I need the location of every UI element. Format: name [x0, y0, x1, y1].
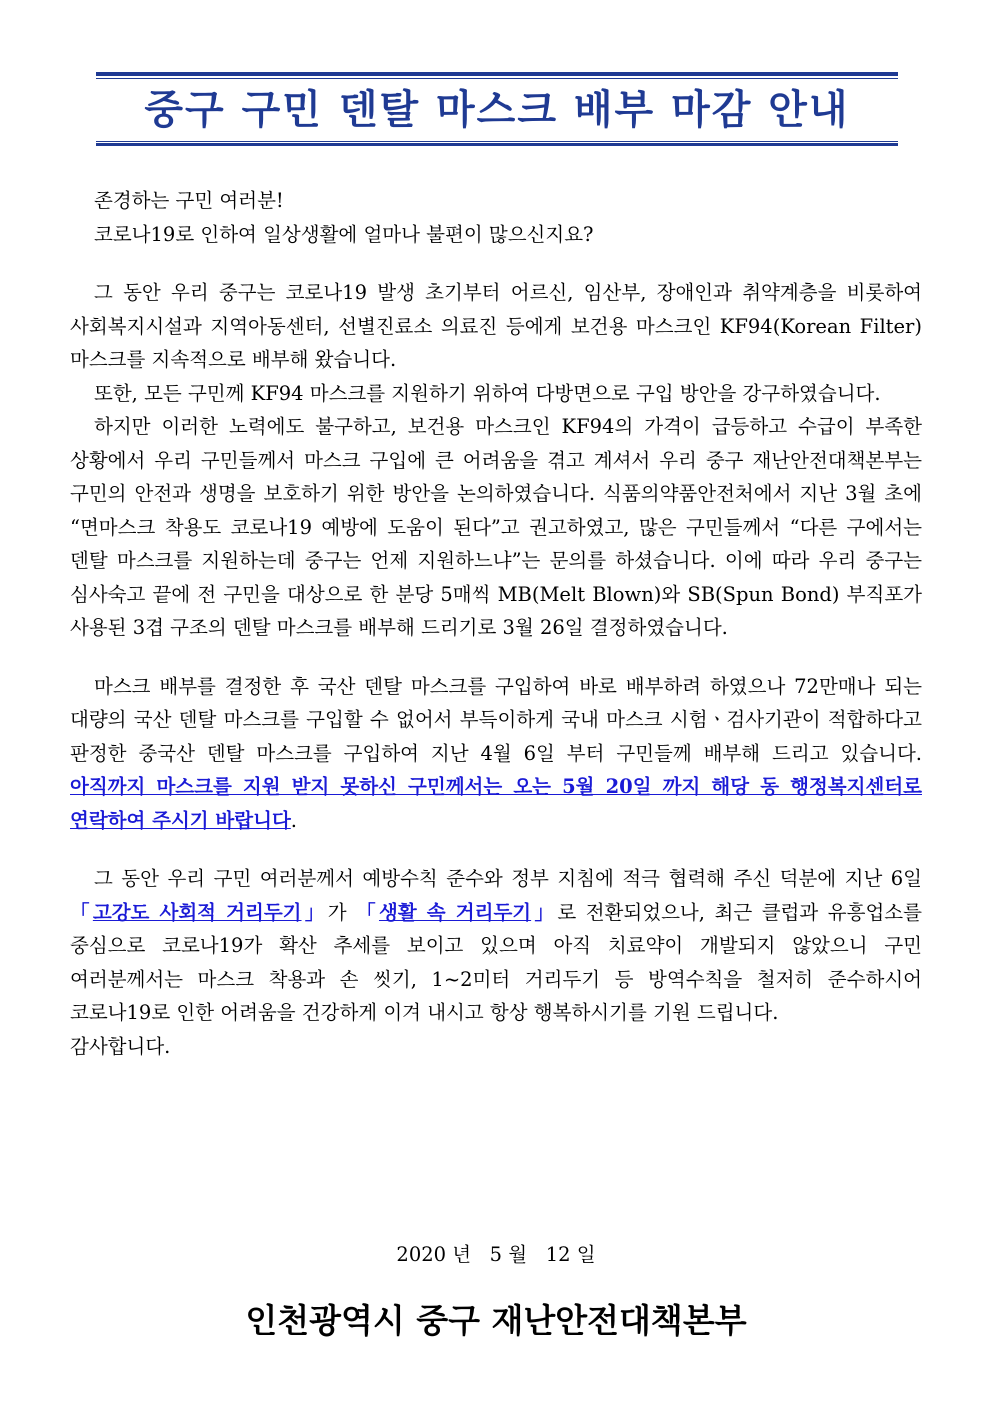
page-title: 중구 구민 덴탈 마스크 배부 마감 안내	[144, 87, 850, 133]
issue-date: 2020 년 5 월 12 일	[396, 1243, 596, 1266]
paragraph-5-part-b: 가	[327, 900, 347, 924]
deadline-notice: 아직까지 마스크를 지원 받지 못하신 구민께서는 오는 5월 20일 까지 해당 동 행정복지센터로 연락하여 주시기 바랍니다	[70, 775, 922, 832]
letter-body	[70, 184, 922, 1063]
paragraph-4-text: 마스크 배부를 결정한 후 국산 덴탈 마스크를 구입하여 바로 배부하려 하였으나 72만매나 되는 대량의 국산 덴탈 마스크를 구입할 수 없어서 부득이하게 국내 마스크 시험ㆍ검사기관이 적합하다고 판정한 중국산 덴탈 마스크를 구입하여 지난 4월 6일 부터 구민들께 배부해 드리고 있습니다.	[70, 674, 922, 765]
title-top-rule	[96, 72, 898, 76]
title-block	[96, 72, 898, 146]
spacer	[70, 645, 922, 670]
spacer	[70, 837, 922, 862]
title-bottom-thin-rule	[96, 141, 898, 142]
paragraph-4-end: .	[290, 808, 297, 832]
greeting-line-2: 코로나19로 인하여 일상생활에 얼마나 불편이 많으신지요?	[94, 222, 594, 246]
bracket-text-2: 생활 속 거리두기	[378, 900, 532, 924]
greeting-line-1: 존경하는 구민 여러분!	[94, 189, 284, 212]
paragraph-4	[70, 670, 922, 838]
title-bottom-rule	[96, 143, 898, 146]
paragraph-5-part-c: 로 전환되었으나, 최근 클럽과 유흥업소를 중심으로 코로나19가 확산 추세를 보이고 있으며 아직 치료약이 개발되지 않았으니 구민 여러분께서는 마스크 착용과 손 씻기, 1~2미터 거리두기 등 방역수칙을 철저히 준수하시어 코로나19로 인한 어려움을 건강하게 이겨 내시고 항상 행복하시기를 기원 드립니다.	[70, 900, 922, 1024]
paragraph-5	[70, 862, 922, 1030]
paragraph-5-part-a: 그 동안 우리 구민 여러분께서 예방수칙 준수와 정부 지침에 적극 협력해 주신 덕분에 지난 6일	[94, 867, 922, 890]
closing-line: 감사합니다.	[70, 1034, 171, 1058]
bracket-text-1: 고강도 사회적 거리두기	[92, 900, 302, 924]
paragraph-3: 하지만 이러한 노력에도 불구하고, 보건용 마스크인 KF94의 가격이 급등하고 수급이 부족한 상황에서 우리 구민들께서 마스크 구입에 큰 어려움을 겪고 계셔서 우리 중구 재난안전대책본부는 구민의 안전과 생명을 보호하기 위한 방안을 논의하였습니다. 식품의약품안전처에서 지난 3월 초에 “면마스크 착용도 코로나19 예방에 도움이 된다”고 권고하였고, 많은 구민들께서 “다른 구에서는 덴탈 마스크를 지원하는데 중구는 언제 지원하느냐”는 문의를 하셨습니다. 이에 따라 우리 중구는 심사숙고 끝에 전 구민을 대상으로 한 분당 5매씩 MB(Melt Blown)와 SB(Spun Bond) 부직포가 사용된 3겹 구조의 덴탈 마스크를 배부해 드리기로 3월 26일 결정하였습니다.	[70, 415, 922, 639]
spacer	[70, 251, 922, 276]
bracket-highlight-2: 「생활 속 거리두기」	[356, 900, 558, 924]
signature: 인천광역시 중구 재난안전대책본부	[245, 1301, 747, 1340]
title-top-thin-rule	[96, 78, 898, 79]
bracket-highlight-1: 「고강도 사회적 거리두기」	[70, 900, 328, 924]
paragraph-1: 그 동안 우리 중구는 코로나19 발생 초기부터 어르신, 임산부, 장애인과 취약계층을 비롯하여 사회복지시설과 지역아동센터, 선별진료소 의료진 등에게 보건용 마스크인 KF94(Korean Filter) 마스크를 지속적으로 배부해 왔습니다.	[70, 281, 922, 371]
paragraph-2: 또한, 모든 구민께 KF94 마스크를 지원하기 위하여 다방면으로 구입 방안을 강구하였습니다.	[94, 381, 881, 405]
